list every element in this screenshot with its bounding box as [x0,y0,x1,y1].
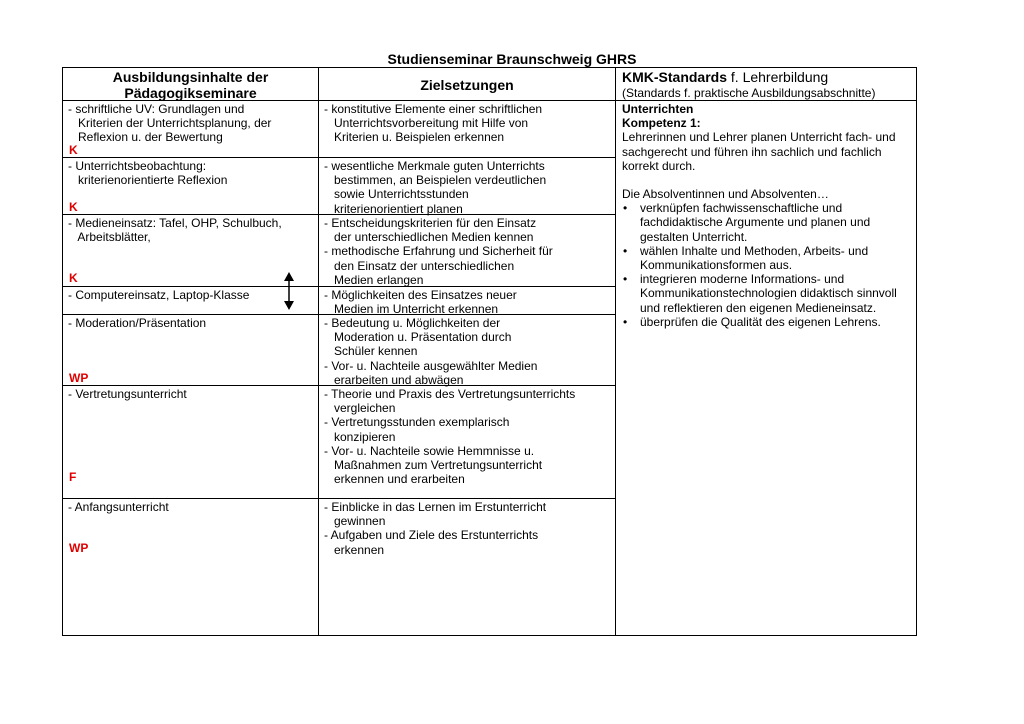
goal-line: kriterienorientiert planen [324,201,463,216]
row-divider [62,157,616,158]
goal-line: Maßnahmen zum Vertretungsunterricht [324,458,543,473]
content-line: Reflexion u. der Bewertung [68,130,223,145]
row-divider [62,498,616,499]
content-line: - schriftliche UV: Grundlagen und [68,102,245,116]
table-row-content [68,102,271,145]
kmk-bullet-line: wählen Inhalte und Methoden, Arbeits- und [640,243,869,258]
table-row-content [68,316,206,330]
goal-line: - Bedeutung u. Möglichkeiten der [324,316,501,330]
goal-line: vergleichen [324,401,396,416]
goal-line: erkennen und erarbeiten [324,472,465,487]
kmk-intro-line: korrekt durch. [622,158,696,173]
content-line: - Unterrichtsbeobachtung: [68,159,207,173]
goal-line: Medien im Unterricht erkennen [324,302,499,317]
goal-line: Schüler kennen [324,344,418,359]
kmk-bullet-line: integrieren moderne Informations- und [640,272,845,287]
kmk-bullet-line: fachdidaktische Argumente und planen und [640,215,871,230]
goal-line: der unterschiedlichen Medien kennen [324,230,534,245]
kmk-bullet-line: Kommunikationstechnologien didaktisch sinnvoll [640,286,897,301]
goal-line: gewinnen [324,514,386,529]
kmk-bullet-line: überprüfen die Qualität des eigenen Lehrens. [640,314,881,329]
table-row-goals [324,216,553,287]
category-mark: K [69,200,78,214]
kmk-bullet [622,201,912,244]
goal-line: - Vor- u. Nachteile ausgewählter Medien [324,358,538,373]
content-line: - Moderation/Präsentation [68,316,207,330]
table-row-content [68,216,282,244]
goal-line: konzipieren [324,429,396,444]
kmk-lead: Die Absolventinnen und Absolventen… [622,187,829,202]
goal-line: - Theorie und Praxis des Vertretungsunterrichts [324,387,576,401]
goal-line: - Aufgaben und Ziele des Erstunterrichts [324,528,539,543]
content-line: Kriterien der Unterrichtsplanung, der [68,116,272,131]
goal-line: erkennen [324,542,385,557]
goal-line: - methodische Erfahrung und Sicherheit für [324,244,553,259]
goal-line: Moderation u. Präsentation durch [324,330,512,345]
kmk-standards [622,102,912,329]
header-kmk-rest: f. Lehrerbildung [727,69,829,85]
table-row-goals [324,316,537,387]
kmk-bullet [622,315,912,329]
header-content [63,69,318,101]
header-kmk-bold: KMK-Standards [622,69,728,85]
header-kmk [622,69,875,101]
kmk-bullet [622,272,912,315]
table-row-goals [324,288,517,316]
goal-line: - Vertretungsstunden exemplarisch [324,415,510,430]
kmk-heading: Unterrichten [622,102,694,116]
goal-line: erarbeiten und abwägen [324,372,464,387]
goal-line: - Möglichkeiten des Einsatzes neuer [324,288,517,302]
content-line: Arbeitsblätter, [68,230,151,245]
table-row-goals [324,500,546,557]
page-title: Studienseminar Braunschweig GHRS [387,51,637,67]
goal-line: - konstitutive Elemente einer schriftlichen [324,102,543,116]
kmk-intro-line: sachgerecht und führen ihn sachlich und fachlich [622,144,882,159]
content-line: - Anfangsunterricht [68,500,169,514]
bullet-icon: • [623,201,628,216]
kmk-bullet-line: Kommunikationsformen aus. [640,258,793,273]
goal-line: bestimmen, an Beispielen verdeutlichen [324,173,547,188]
up-down-arrow-icon [282,272,296,310]
column-divider [318,67,319,636]
table-row-content [68,387,187,401]
table-row-goals [324,159,546,216]
goal-line: - Entscheidungskriterien für den Einsatz [324,216,537,230]
goal-line: Kriterien u. Beispielen erkennen [324,130,505,145]
table-row-content [68,159,227,187]
kmk-bullet-line: und reflektieren den eigenen Medieneinsatz. [640,300,877,315]
content-line: - Vertretungsunterricht [68,387,187,401]
header-kmk-subtitle: (Standards f. praktische Ausbildungsabschnitte) [622,86,876,100]
category-mark: WP [69,371,89,385]
category-mark: WP [69,541,89,555]
header-goals: Zielsetzungen [420,77,514,93]
goal-line: - Vor- u. Nachteile sowie Hemmnisse u. [324,443,535,458]
table-row-goals [324,102,542,145]
content-line: - Medieneinsatz: Tafel, OHP, Schulbuch, [68,216,282,230]
goal-line: Unterrichtsvorbereitung mit Hilfe von [324,116,529,131]
goal-line: - Einblicke in das Lernen im Erstunterricht [324,500,547,514]
goal-line: sowie Unterrichtsstunden [324,187,469,202]
spacer [622,173,912,187]
header-kmk-title [622,69,875,85]
bullet-icon: • [623,243,628,258]
column-divider [615,67,616,636]
content-line: - Computereinsatz, Laptop-Klasse [68,288,250,302]
goal-line: den Einsatz der unterschiedlichen [324,258,515,273]
category-mark: K [69,143,78,157]
category-mark: F [69,470,77,484]
goal-line: - wesentliche Merkmale guten Unterrichts [324,159,545,173]
kmk-bullet-line: gestalten Unterricht. [640,229,748,244]
table-row-goals [324,387,575,486]
bullet-icon: • [623,272,628,287]
bullet-icon: • [623,314,628,329]
category-mark: K [69,271,78,285]
kmk-bullet-line: verknüpfen fachwissenschaftliche und [640,201,843,216]
header-content-line2: Pädagogikseminare [124,85,257,101]
kmk-bullet [622,244,912,272]
kmk-intro-line: Lehrerinnen und Lehrer planen Unterricht fach- und [622,130,896,145]
content-line: kriterienorientierte Reflexion [68,173,228,188]
table-row-content [68,500,169,514]
kmk-competence: Kompetenz 1: [622,116,701,131]
header-content-line1: Ausbildungsinhalte der [112,69,269,85]
table-row-content [68,288,249,302]
goal-line: Medien erlangen [324,272,424,287]
